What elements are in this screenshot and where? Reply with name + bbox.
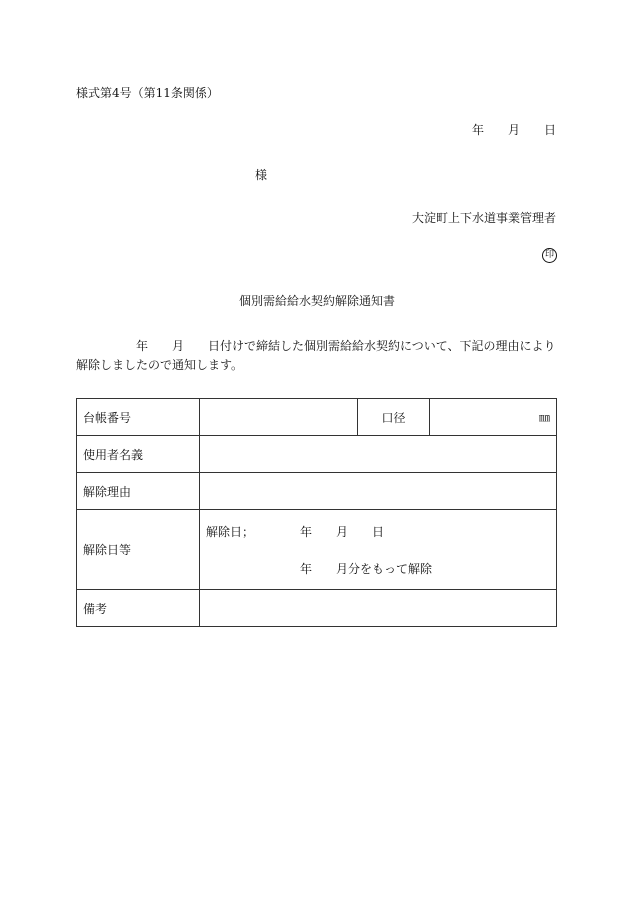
user-name-label: 使用者名義 xyxy=(77,436,200,473)
addressee-suffix: 様 xyxy=(255,168,268,182)
reason-label: 解除理由 xyxy=(77,473,200,510)
cancel-date-field[interactable] xyxy=(200,510,557,590)
table-row xyxy=(77,590,557,627)
table-row xyxy=(77,399,557,436)
cancellation-form-table xyxy=(76,398,557,627)
diameter-label: 口径 xyxy=(358,399,430,436)
cancel-date-label: 解除日等 xyxy=(77,510,200,590)
ledger-number-field[interactable] xyxy=(200,399,358,436)
ledger-number-label: 台帳番号 xyxy=(77,399,200,436)
body-line-2: 解除しましたので通知します。 xyxy=(76,358,244,372)
cancel-date-prefix: 解除日； xyxy=(206,525,255,539)
form-number: 様式第4号（第11条関係） xyxy=(76,86,219,100)
issuer-name: 大淀町上下水道事業管理者 xyxy=(411,211,556,225)
reason-field[interactable] xyxy=(200,473,557,510)
body-line-1: 年 月 日付けで締結した個別需給給水契約について、下記の理由により xyxy=(136,339,556,353)
date-line: 年 月 日 xyxy=(471,123,556,137)
diameter-field[interactable]: ㎜ xyxy=(430,399,557,436)
table-row xyxy=(77,510,557,590)
remarks-field[interactable] xyxy=(200,590,557,627)
document-title: 個別需給給水契約解除通知書 xyxy=(239,294,396,308)
table-row xyxy=(77,436,557,473)
cancel-date-fields: 年 月 日 xyxy=(300,525,385,539)
cancel-period: 年 月分をもって解除 xyxy=(300,562,433,576)
table-row xyxy=(77,473,557,510)
user-name-field[interactable] xyxy=(200,436,557,473)
seal-mark: 印 xyxy=(542,248,557,263)
remarks-label: 備考 xyxy=(77,590,200,627)
